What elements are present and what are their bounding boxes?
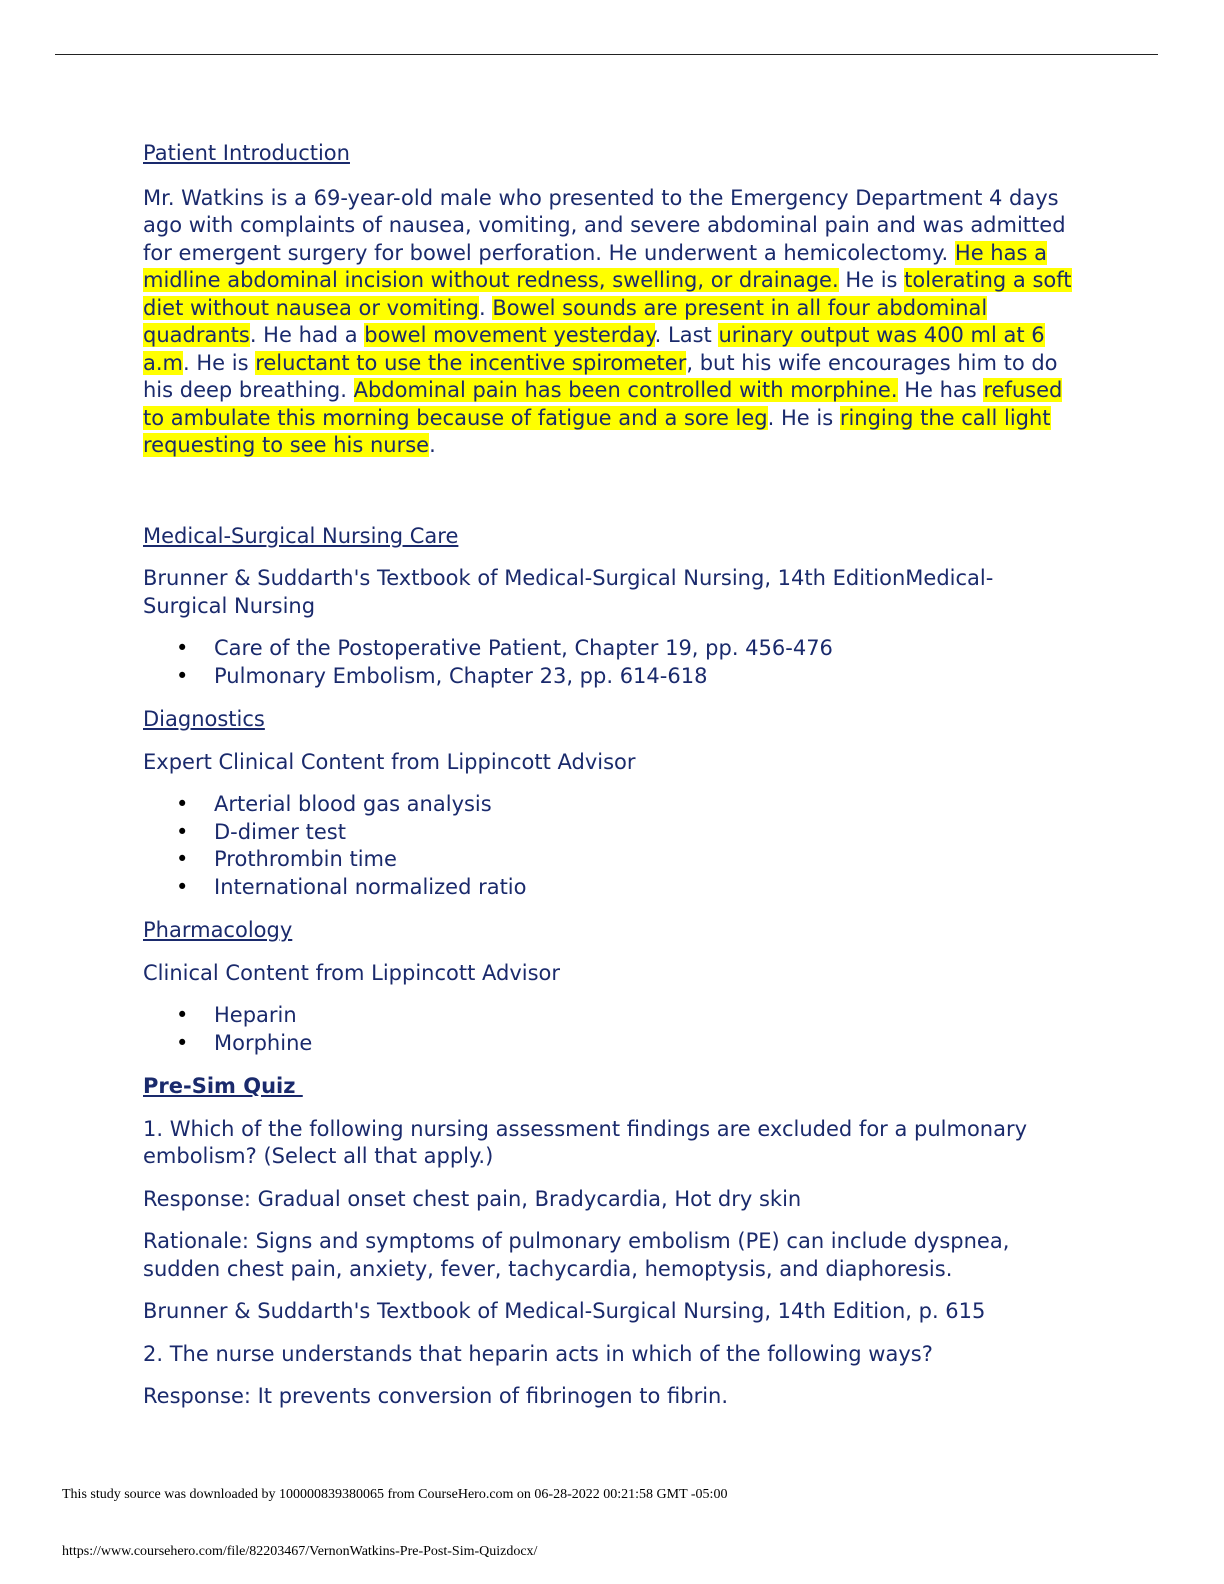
intro-text: He is <box>838 268 905 292</box>
list-item: • Heparin <box>143 1002 1073 1030</box>
quiz-response-2: Response: It prevents conversion of fibrinogen to fibrin. <box>143 1384 729 1408</box>
document-body <box>143 140 1073 1411</box>
intro-highlight: Bowel sounds are present in all four abdominal quadrants <box>143 295 988 347</box>
list-item: • Care of the Postoperative Patient, Chapter 19, pp. 456-476 <box>143 635 1073 663</box>
intro-highlight: He has a midline abdominal incision without redness, swelling, or drainage. <box>143 240 1047 292</box>
pre-sim-quiz-heading: Pre-Sim Quiz <box>143 1074 303 1098</box>
list-item: • Morphine <box>143 1030 1073 1058</box>
quiz-reference-1: Brunner & Suddarth's Textbook of Medical-Surgical Nursing, 14th Edition, p. 615 <box>143 1299 986 1323</box>
patient-introduction-heading: Patient Introduction <box>143 141 350 165</box>
quiz-rationale-1: Rationale: Signs and symptoms of pulmonary embolism (PE) can include dyspnea, sudden chest pain, anxiety, fever, tachycardia, hemoptysis, and diaphoresis. <box>143 1229 1010 1281</box>
intro-highlight: bowel movement yesterday <box>364 323 655 347</box>
intro-text: . <box>478 295 493 320</box>
intro-text: He has <box>897 378 984 402</box>
quiz-question-2: 2. The nurse understands that heparin acts in which of the following ways? <box>143 1341 933 1366</box>
intro-highlight: Abdominal pain has been controlled with morphine. <box>353 378 898 402</box>
patient-introduction-paragraph <box>143 185 1073 460</box>
intro-highlight: reluctant to use the incentive spirometer <box>255 350 687 375</box>
diagnostics-heading: Diagnostics <box>143 707 265 731</box>
intro-highlight: refused to ambulate this morning because of fatigue and a sore leg <box>143 378 1063 430</box>
list-item: • Arterial blood gas analysis <box>143 791 1073 819</box>
intro-text: . He is <box>767 405 840 430</box>
list-item: • International normalized ratio <box>143 874 1073 902</box>
pharmacology-list <box>143 1002 1073 1057</box>
intro-text: Mr. Watkins is a 69-year-old male who presented to the Emergency Department 4 days ago with complaints of nausea, vomiting, and severe abdominal pain and was admitted for emergent surgery for bowel perforation. He underwent a hemicolectomy. <box>143 185 1066 265</box>
download-notice: This study source was downloaded by 100000839380065 from CourseHero.com on 06-28-2022 00:21:58 GMT -05:00 <box>62 1487 728 1502</box>
list-item: • Prothrombin time <box>143 846 1073 874</box>
top-rule <box>55 54 1158 55</box>
diagnostics-list <box>143 791 1073 901</box>
intro-text: . He is <box>183 350 256 375</box>
medsurg-source: Brunner & Suddarth's Textbook of Medical-Surgical Nursing, 14th EditionMedical-Surgical Nursing <box>143 566 994 618</box>
intro-highlight: tolerating a soft diet without nausea or vomiting <box>143 268 1072 320</box>
intro-text: . Last <box>654 323 719 347</box>
source-url: https://www.coursehero.com/file/82203467/VernonWatkins-Pre-Post-Sim-Quizdocx/ <box>62 1544 538 1559</box>
pharmacology-source: Clinical Content from Lippincott Advisor <box>143 960 561 985</box>
list-item: • D-dimer test <box>143 819 1073 847</box>
medsurg-heading: Medical-Surgical Nursing Care <box>143 523 459 548</box>
intro-highlight: urinary output was 400 ml at 6 a.m <box>143 323 1045 375</box>
diagnostics-source: Expert Clinical Content from Lippincott Advisor <box>143 749 636 774</box>
intro-text: . <box>429 433 436 457</box>
list-item: • Pulmonary Embolism, Chapter 23, pp. 614-618 <box>143 663 1073 691</box>
quiz-response-1: Response: Gradual onset chest pain, Bradycardia, Hot dry skin <box>143 1186 802 1211</box>
quiz-question-1: 1. Which of the following nursing assessment findings are excluded for a pulmonary embolism? (Select all that apply.) <box>143 1116 1028 1168</box>
intro-highlight: ringing the call light requesting to see his nurse <box>143 405 1051 457</box>
medsurg-list <box>143 635 1073 690</box>
intro-text: , but his wife encourages him to do his deep breathing. <box>143 350 1058 402</box>
pharmacology-heading: Pharmacology <box>143 918 293 942</box>
intro-text: . He had a <box>249 323 365 347</box>
